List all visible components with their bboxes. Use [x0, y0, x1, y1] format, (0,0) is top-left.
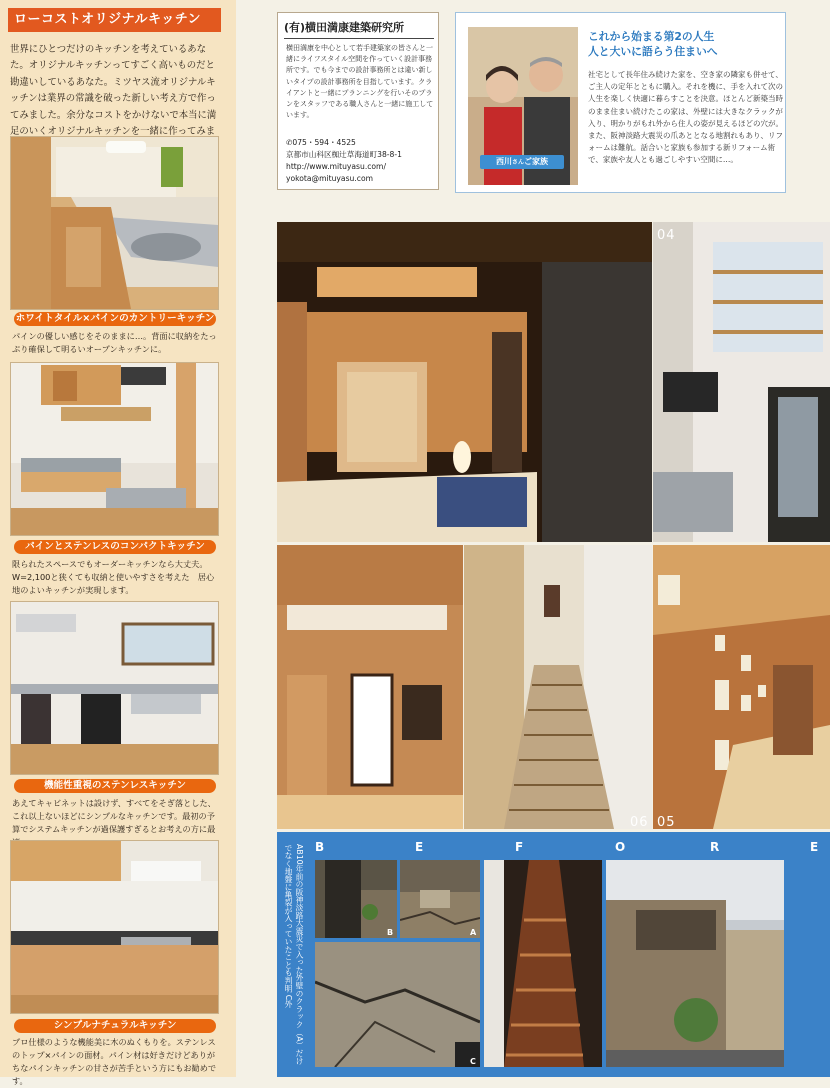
kitchen-photo-natural	[10, 840, 219, 1014]
company-description: 横田満康を中心として若手建築家の皆さんと一緒にライフスタイル空間を作っていく設計事務所です。でも今までの設計事務所とは違い新しいタイプの設計事務所を目指しています。クライアントと一緒にプランニングを行いそのプランをスタッフである職人さんと一緒に施工しています。	[286, 44, 434, 120]
company-email[interactable]: yokota@mituyasu.com	[286, 174, 373, 183]
company-info-box	[277, 12, 439, 190]
before-photo-stairs	[484, 860, 602, 1067]
photo-04-kitchen-skylight	[653, 222, 830, 542]
before-label-c: C	[470, 1057, 476, 1066]
kitchen-photo-stainless	[10, 601, 219, 775]
family-story-box	[455, 12, 786, 193]
company-address: 京都市山科区椥辻草海道町38-8-1	[286, 150, 402, 159]
caption-compact-kitchen: パインとステンレスのコンパクトキッチン	[14, 540, 216, 554]
before-photo-c-ground	[315, 942, 480, 1067]
company-name: (有)横田満康建築研究所	[284, 19, 434, 39]
photo-06-staircase	[464, 545, 652, 829]
company-url[interactable]: http://www.mituyasu.com/	[286, 162, 387, 171]
kitchen-photo-compact	[10, 362, 219, 536]
photo-number-05: 05	[657, 815, 676, 830]
photo-number-04: 04	[657, 228, 676, 243]
family-description: 社宅として長年住み続けた家を、空き家の隣家も併せて、ご主人の定年とともに購入。それを機に、手を入れて次の人生を楽しく快適に暮らすことを決意。ほとんど新築当時のまま住まい続けたこの家は、外壁には大きなクラックが入り、明かりがもれ外から住人の姿が見えるほどの穴が。また、阪神淡路大震災の爪あととなる地割れもあり、リフォームは難航。話合いと家族も参加する新リフォーム術で、家族や友人とも過ごしやすい空間に…。	[588, 70, 783, 165]
before-photo-exterior	[606, 860, 784, 1067]
caption-country-kitchen: ホワイトタイル×パインのカントリーキッチン	[15, 313, 215, 324]
caption-natural-kitchen: シンプルナチュラルキッチン	[14, 1019, 216, 1033]
before-label-b: B	[387, 928, 394, 937]
before-heading: B E F O R E	[315, 840, 819, 854]
before-label-a: A	[470, 928, 477, 937]
photo-entrance	[277, 222, 652, 542]
desc-compact-kitchen: 限られたスペースでもオーダーキッチンなら大丈夫。W=2,100と狭くても収納と使いやすさを考えた 居心地のよいキッチンが実現します。	[12, 559, 215, 595]
before-photo-a-crack	[400, 860, 480, 938]
desc-natural-kitchen: プロ仕様のような機能美に木のぬくもりを。ステンレスのトップ×パインの面材。パイン材は好きだけどありがちなパインキッチンの甘さが苦手という方にもお勧めです。	[12, 1037, 217, 1086]
company-phone: 075・594・4525	[292, 138, 356, 147]
desc-stainless-kitchen: あえてキャビネットは設けず、すべてをそぎ落とした、これ以上ないほどにシンプルなキッチンです。最初の予算でシステムキッチンが過保護すぎるとお考えの方に最	[12, 798, 216, 834]
company-contact	[286, 137, 436, 185]
desc-country-kitchen: パインの優しい感じをそのままに…。背面に収納をたっぷり確保して明るいオープンキッチンに。	[12, 331, 217, 354]
kitchen-photo-country	[10, 136, 219, 310]
before-section	[277, 832, 830, 1077]
intro-text: 世界にひとつだけのキッチンを考えているあなた。オリジナルキッチンってすごく高いものだと勘違いしているあなた。ミツヤス流オリジナルキッチンは業界の常識を破った新しい考え方で作ってみました。余分なコストをかけないで本当に満足のいくオリジナルキッチンを一緒に作ってみま	[10, 44, 217, 138]
section-title: ローコストオリジナルキッチン	[8, 8, 221, 32]
photo-number-06: 06	[630, 815, 649, 830]
phone-icon: ✆	[286, 138, 293, 147]
photo-room-window	[277, 545, 463, 829]
family-heading: これから始まる第2の人生 人と大いに語らう住まいへ	[588, 30, 718, 58]
caption-stainless-kitchen: 機能性重視のステンレスキッチン	[14, 779, 216, 793]
family-badge: 西川さんご家族	[480, 155, 564, 169]
before-photo-b-wall	[315, 860, 397, 938]
before-note: AB10年前の阪神淡路大震災で入った外壁のクラック（A）だけでなく地盤に亀裂が入っていたことも判明 C外	[284, 844, 304, 1065]
photo-05-hallway	[653, 545, 830, 829]
